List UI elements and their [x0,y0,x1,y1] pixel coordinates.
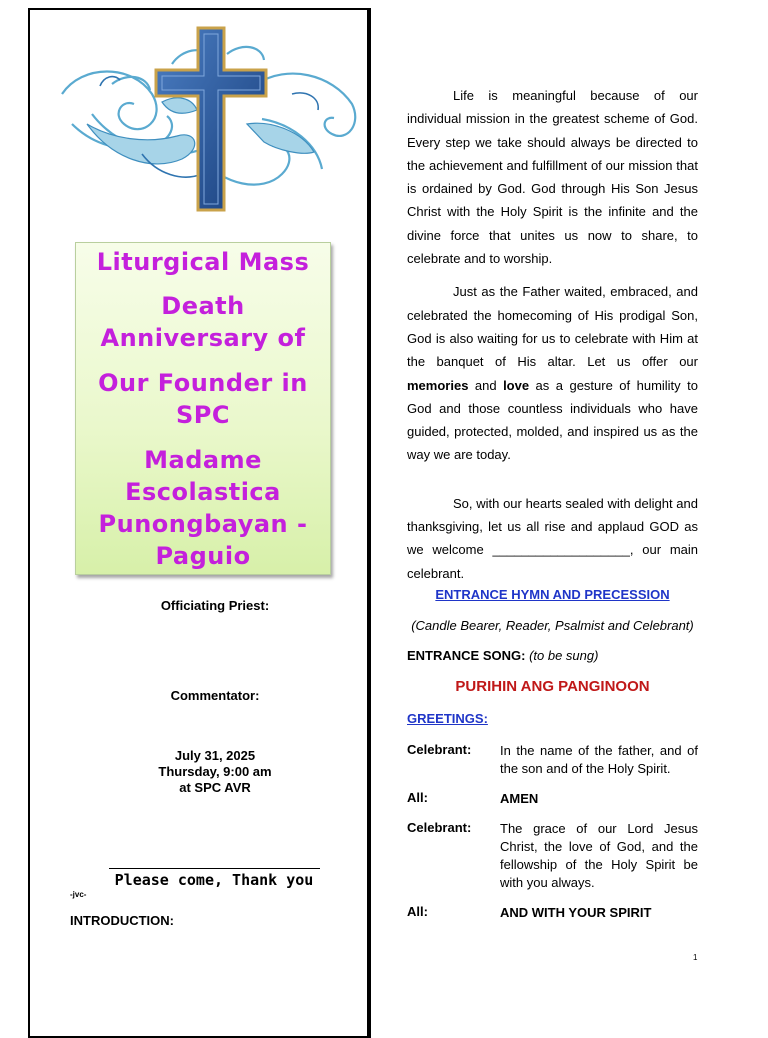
dialogue-speaker: Celebrant: [407,820,472,835]
para2-bold-memories: memories [407,377,469,393]
commentator-label: Commentator: [170,688,260,703]
title-founder: Our Founder in SPC [98,369,308,429]
intro-paragraph-3 [407,492,698,585]
page-number: 1 [693,953,698,962]
intro-paragraph-2 [407,280,698,466]
dialogue-text: AND WITH YOUR SPIRIT [500,905,652,920]
para3-text-a: So, with our hearts sealed with delight and thanksgiving, let us all rise and applaud GOD as we welcome [407,495,698,558]
para2-text-c: and [468,377,504,393]
entrance-song-label: ENTRANCE SONG: [407,648,526,663]
introduction-text [407,84,698,585]
cross-with-swirls-icon [52,24,364,216]
intro-paragraph-1: Life is meaningful because of our individual mission in the greatest scheme of God. Every step we take should always be directed to the achievement and fulfillment of our mission that is ordained by God. God through His Son Jesus Christ with the Holy Spirit is the infinite and the divine force that unites us now to share, to celebrate and to worship. [407,88,698,267]
para2-bold-love: love [503,377,530,393]
signature-line [109,868,320,869]
invite-text: Please come, Thank you [114,871,314,889]
para2-text-a: Just as the Father waited, embraced, and celebrated the homecoming of His prodigal Son, God is also waiting for us to celebrate with Him at the banquet of His altar. Let us offer our [407,284,698,370]
event-venue: at SPC AVR [179,780,251,795]
title-founder-name: Madame Escolastica Punongbayan - Paguio [98,446,308,570]
event-date-block [110,748,320,796]
hymn-title: PURIHIN ANG PANGINOON [455,678,650,695]
dialogue-text: The grace of our Lord Jesus Christ, the love of God, and the fellowship of the Holy Spirit be with you always. [500,821,698,890]
dialogue-text: In the name of the father, and of the son and of the Holy Spirit. [500,743,698,776]
entrance-song-note: (to be sung) [529,648,599,663]
author-initials: -jvc- [70,890,87,899]
introduction-heading: INTRODUCTION: [70,913,174,928]
event-date: July 31, 2025 [174,748,256,763]
para3-text-b: , our main celebrant. [407,542,698,581]
dialogue-speaker: All: [407,790,428,805]
para2-text-e: as a gesture of humility to God and those countless individuals who have guided, protected, molded, and inspired us as the way we are today. [407,377,698,463]
dialogue-speaker: All: [407,904,428,919]
dialogue-speaker: Celebrant: [407,742,472,757]
title-death-anniversary: Death Anniversary of [100,292,306,352]
entrance-song-line [407,648,598,663]
greetings-heading: GREETINGS: [407,711,488,726]
entrance-hymn-heading: ENTRANCE HYMN AND PRECESSION [435,587,670,602]
entrance-procession-note: (Candle Bearer, Reader, Psalmist and Celebrant) [411,618,694,633]
dialogue-text: AMEN [500,791,539,806]
officiating-priest-label: Officiating Priest: [160,598,270,613]
mass-title-box [75,242,331,575]
event-day-time: Thursday, 9:00 am [158,764,272,779]
celebrant-name-blank: ___________________ [492,542,630,558]
title-liturgical-mass: Liturgical Mass [96,248,310,276]
